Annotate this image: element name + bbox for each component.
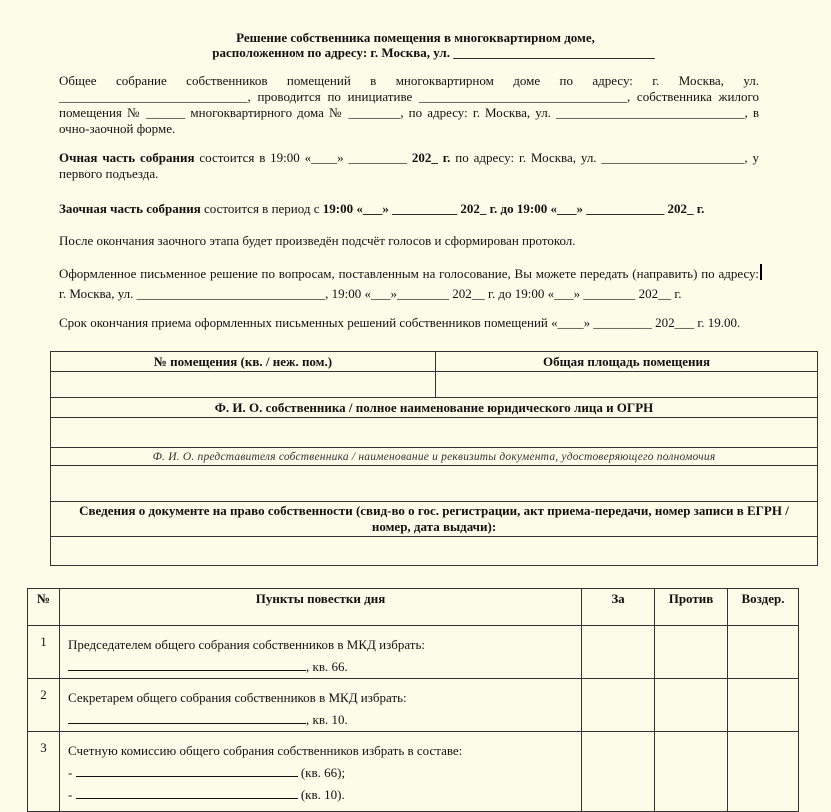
agenda-row-prefix: - [68, 787, 76, 802]
deadline-paragraph: Срок окончания приема оформленных письменных решений собственников помещений «____» _________ 202___ г. 19.00. [59, 315, 741, 330]
agenda-row-suffix: , кв. 10. [306, 712, 348, 727]
doc-title-line2: расположенном по адресу: г. Москва, ул. _______________________________ [212, 45, 655, 60]
vote-abstain-cell[interactable] [728, 626, 799, 679]
vote-against-cell[interactable] [655, 679, 728, 732]
in-person-label: Очная часть собрания [59, 150, 195, 165]
agenda-row-line1: Председателем общего собрания собственников в МКД избрать: [68, 637, 425, 652]
in-person-paragraph [59, 150, 759, 182]
agenda-row-num: 1 [28, 626, 60, 679]
owner-name-cell[interactable] [51, 418, 818, 448]
agenda-row-num: 3 [28, 732, 60, 812]
ownership-doc-cell[interactable] [51, 537, 818, 566]
agenda-row [28, 679, 799, 732]
representative-header: Ф. И. О. представителя собственника / наименование и реквизиты документа, удостоверяющего полномочия [51, 448, 818, 466]
agenda-row-suffix: , кв. 66. [306, 659, 348, 674]
owner-name-header: Ф. И. О. собственника / полное наименование юридического лица и ОГРН [51, 398, 818, 418]
area-cell[interactable] [436, 372, 818, 398]
blank-line[interactable] [76, 765, 298, 777]
in-person-text-2: по адресу: г. Москва, ул. ______________________, у первого подъезда. [59, 150, 760, 181]
agenda-row-line1: Секретарем общего собрания собственников в МКД избрать: [68, 690, 407, 705]
agenda-row-suffix: (кв. 10). [297, 787, 345, 802]
vote-abstain-cell[interactable] [728, 679, 799, 732]
text-cursor [760, 264, 762, 280]
absentee-period: 19:00 «___» __________ 202_ г. до 19:00 «___» ____________ 202_ г. [322, 201, 705, 216]
vote-against-cell[interactable] [655, 626, 728, 679]
after-absentee-paragraph: После окончания заочного этапа будет произведён подсчёт голосов и сформирован протокол. [59, 233, 576, 248]
vote-for-cell[interactable] [582, 732, 655, 812]
representative-cell[interactable] [51, 466, 818, 502]
agenda-row-text [60, 679, 582, 732]
room-number-cell[interactable] [51, 372, 436, 398]
agenda-table [27, 588, 799, 812]
agenda-row-line2 [68, 656, 573, 678]
submit-paragraph: Оформленное письменное решение по вопросам, поставленным на голосование, Вы можете передать (направить) по адресу: г. Москва, ул. _____________________________, 19:00 «___»________ 202__ г. до 19:00 «___» ________ 202__ г. [59, 266, 759, 301]
agenda-header-abstain: Воздер. [728, 589, 799, 626]
agenda-header-num: № [28, 589, 60, 626]
owner-info-table [50, 351, 818, 566]
agenda-row-line3 [68, 784, 573, 806]
area-header: Общая площадь помещения [436, 352, 818, 372]
agenda-row-num: 2 [28, 679, 60, 732]
agenda-header-for: За [582, 589, 655, 626]
vote-abstain-cell[interactable] [728, 732, 799, 812]
agenda-header-items: Пункты повестки дня [60, 589, 582, 626]
agenda-row-text [60, 626, 582, 679]
ownership-doc-line2: номер, дата выдачи): [371, 519, 497, 534]
intro-paragraph: Общее собрание собственников помещений в многоквартирном доме по адресу: г. Москва, ул. _____________________________, проводится по инициативе ________________________________, собственника жилого помещения № ______ многоквартирного дома № ________, по адресу: г. Москва, ул. _____________________________, в очно-заочной форме. [59, 73, 759, 136]
ownership-doc-header [51, 502, 818, 537]
doc-title-line1: Решение собственника помещения в многоквартирном доме, [236, 30, 595, 45]
agenda-row-suffix: (кв. 66); [297, 765, 346, 780]
blank-line[interactable] [76, 787, 298, 799]
agenda-row-line1: Счетную комиссию общего собрания собственников избрать в составе: [68, 743, 463, 758]
agenda-row-line2 [68, 709, 573, 731]
in-person-year: 202_ г. [411, 150, 451, 165]
room-number-header: № помещения (кв. / неж. пом.) [51, 352, 436, 372]
vote-against-cell[interactable] [655, 732, 728, 812]
agenda-row-line2 [68, 762, 573, 784]
absentee-label: Заочная часть собрания [59, 201, 201, 216]
vote-for-cell[interactable] [582, 679, 655, 732]
blank-line[interactable] [68, 712, 306, 724]
agenda-row-prefix: - [68, 765, 76, 780]
blank-line[interactable] [68, 659, 306, 671]
absentee-paragraph [59, 201, 759, 217]
agenda-row [28, 732, 799, 812]
ownership-doc-line1: Сведения о документе на право собственности (свид-во о гос. регистрации, акт приема-передачи, номер записи в ЕГРН / [79, 503, 789, 518]
absentee-text: состоится в период с [200, 201, 323, 216]
agenda-row [28, 626, 799, 679]
in-person-text-1: состоится в 19:00 «____» _________ [194, 150, 412, 165]
vote-for-cell[interactable] [582, 626, 655, 679]
agenda-row-text [60, 732, 582, 812]
agenda-header-against: Против [655, 589, 728, 626]
